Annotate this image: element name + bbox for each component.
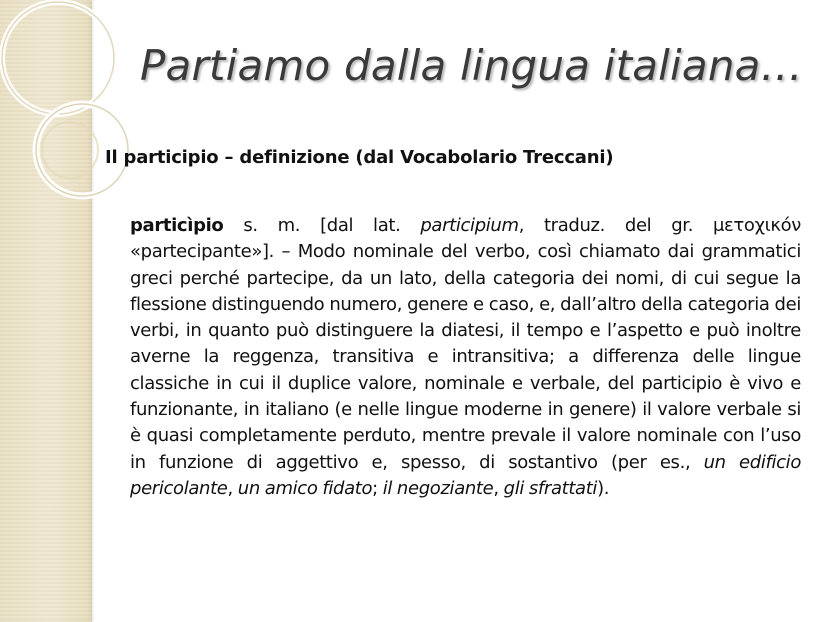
- definition-text-part-1: s. m. [dal lat.: [223, 215, 421, 236]
- example-2: un amico fidato: [237, 477, 373, 499]
- example-separator-1: ,: [227, 477, 238, 499]
- example-4: gli sfrattati: [503, 477, 598, 499]
- decor-circle-small: [42, 122, 98, 178]
- definition-end: ).: [597, 477, 610, 499]
- slide-title: Partiamo dalla lingua italiana…: [140, 41, 803, 90]
- example-3: il negoziante: [382, 477, 494, 499]
- example-separator-3: ,: [493, 477, 504, 499]
- example-separator-2: ;: [372, 477, 383, 499]
- definition-text-part-2: , traduz. del gr.: [518, 215, 713, 236]
- definition-term: particìpio: [130, 215, 224, 236]
- example-1: un edificio pericolante: [130, 451, 801, 499]
- slide-subtitle: Il participio – definizione (dal Vocabolario Treccani): [105, 147, 614, 168]
- latin-etymology: participium: [420, 215, 519, 236]
- decor-circle-large-shadow: [2, 2, 114, 114]
- definition-text-part-3: «partecipante»]. – Modo nominale del verbo, così chiamato dai grammatici greci perché partecipe, da un lato, della categoria dei nomi, di cui segue la flessione distinguendo numero, genere e caso, e, dall’altro della categoria dei verbi, in quanto può distinguere la diatesi, il tempo e l’aspetto e può inoltre averne la reggenza, transitiva e intransitiva; a differenza delle lingue classiche in cui il duplice valore, nominale e verbale, del participio è vivo e funzionante, in italiano (e nelle lingue moderne in genere) il valore verbale si è quasi completamente perduto, mentre prevale il valore nominale con l’uso in funzione di aggettivo e, spesso, di sostantivo (per es.,: [130, 241, 801, 473]
- greek-etymology: μετοχικόν: [712, 215, 801, 236]
- definition-paragraph: [130, 213, 801, 502]
